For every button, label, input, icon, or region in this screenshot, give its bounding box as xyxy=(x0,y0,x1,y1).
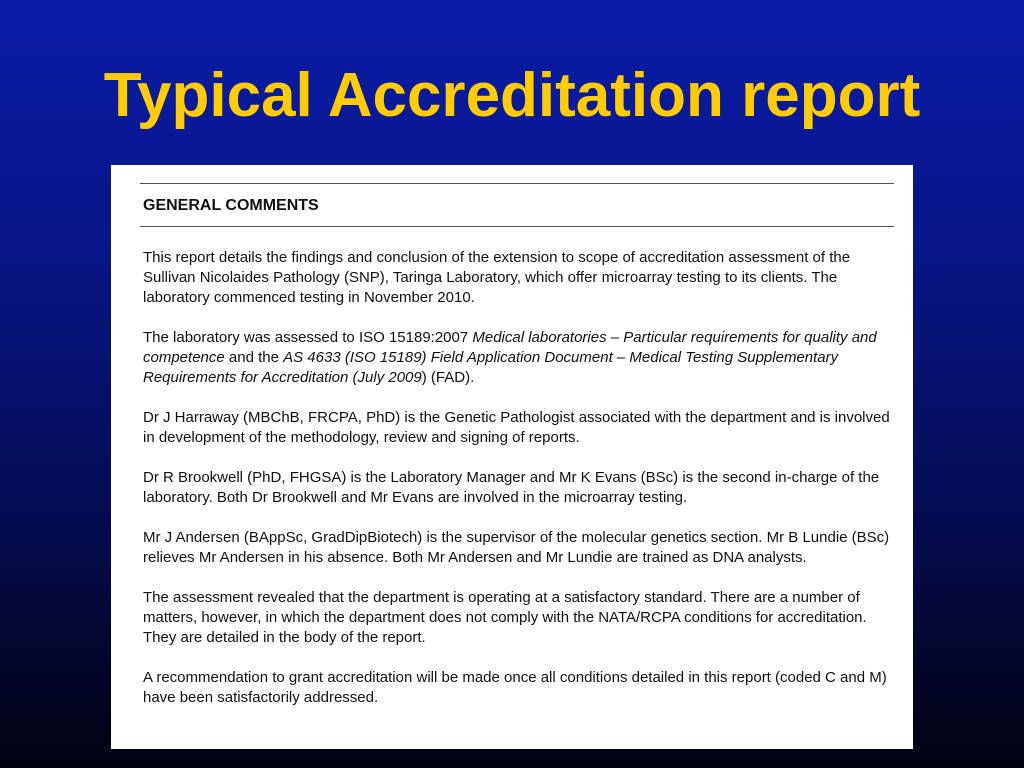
heading-divider xyxy=(140,226,894,227)
paragraph-scope: This report details the findings and conclusion of the extension to scope of accreditation assessment of the Sullivan Nicolaides Pathology (SNP), Taringa Laboratory, which offer microarray testing to its clients. The laboratory commenced testing in November 2010. xyxy=(143,249,851,306)
standards-text-2: and the xyxy=(224,349,284,366)
standard-title-iso: Medical laboratories – Particular requirements for quality and competence xyxy=(143,329,877,366)
report-excerpt xyxy=(111,165,913,749)
paragraph-supervisor: Mr J Andersen (BAppSc, GradDipBiotech) is the supervisor of the molecular genetics section. Mr B Lundie (BSc) relieves Mr Andersen in his absence. Both Mr Andersen and Mr Lundie are trained as DNA analysts. xyxy=(143,529,890,566)
paragraph-assessment: The assessment revealed that the department is operating at a satisfactory standard. There are a number of matters, however, in which the department does not comply with the NATA/RCPA conditions for accreditation. They are detailed in the body of the report. xyxy=(143,589,867,646)
paragraph-recommendation: A recommendation to grant accreditation will be made once all conditions detailed in this report (coded C and M) have been satisfactorily addressed. xyxy=(143,669,887,706)
top-divider xyxy=(140,183,894,184)
standards-text-3: ) (FAD). xyxy=(421,369,475,386)
slide-title: Typical Accreditation report xyxy=(103,61,921,130)
report-body xyxy=(143,248,903,728)
paragraph-pathologist: Dr J Harraway (MBChB, FRCPA, PhD) is the Genetic Pathologist associated with the department and is involved in development of the methodology, review and signing of reports. xyxy=(143,409,890,446)
paragraph-manager: Dr R Brookwell (PhD, FHGSA) is the Laboratory Manager and Mr K Evans (BSc) is the second in-charge of the laboratory. Both Dr Brookwell and Mr Evans are involved in the microarray testing. xyxy=(143,469,880,506)
standards-text-1: The laboratory was assessed to ISO 15189:2007 xyxy=(143,329,473,346)
section-heading: GENERAL COMMENTS xyxy=(143,197,319,214)
paragraph-standards xyxy=(143,328,903,388)
standard-title-as4633: AS 4633 (ISO 15189) Field Application Document – Medical Testing Supplementary Requirements for Accreditation (July 2009 xyxy=(143,349,839,386)
